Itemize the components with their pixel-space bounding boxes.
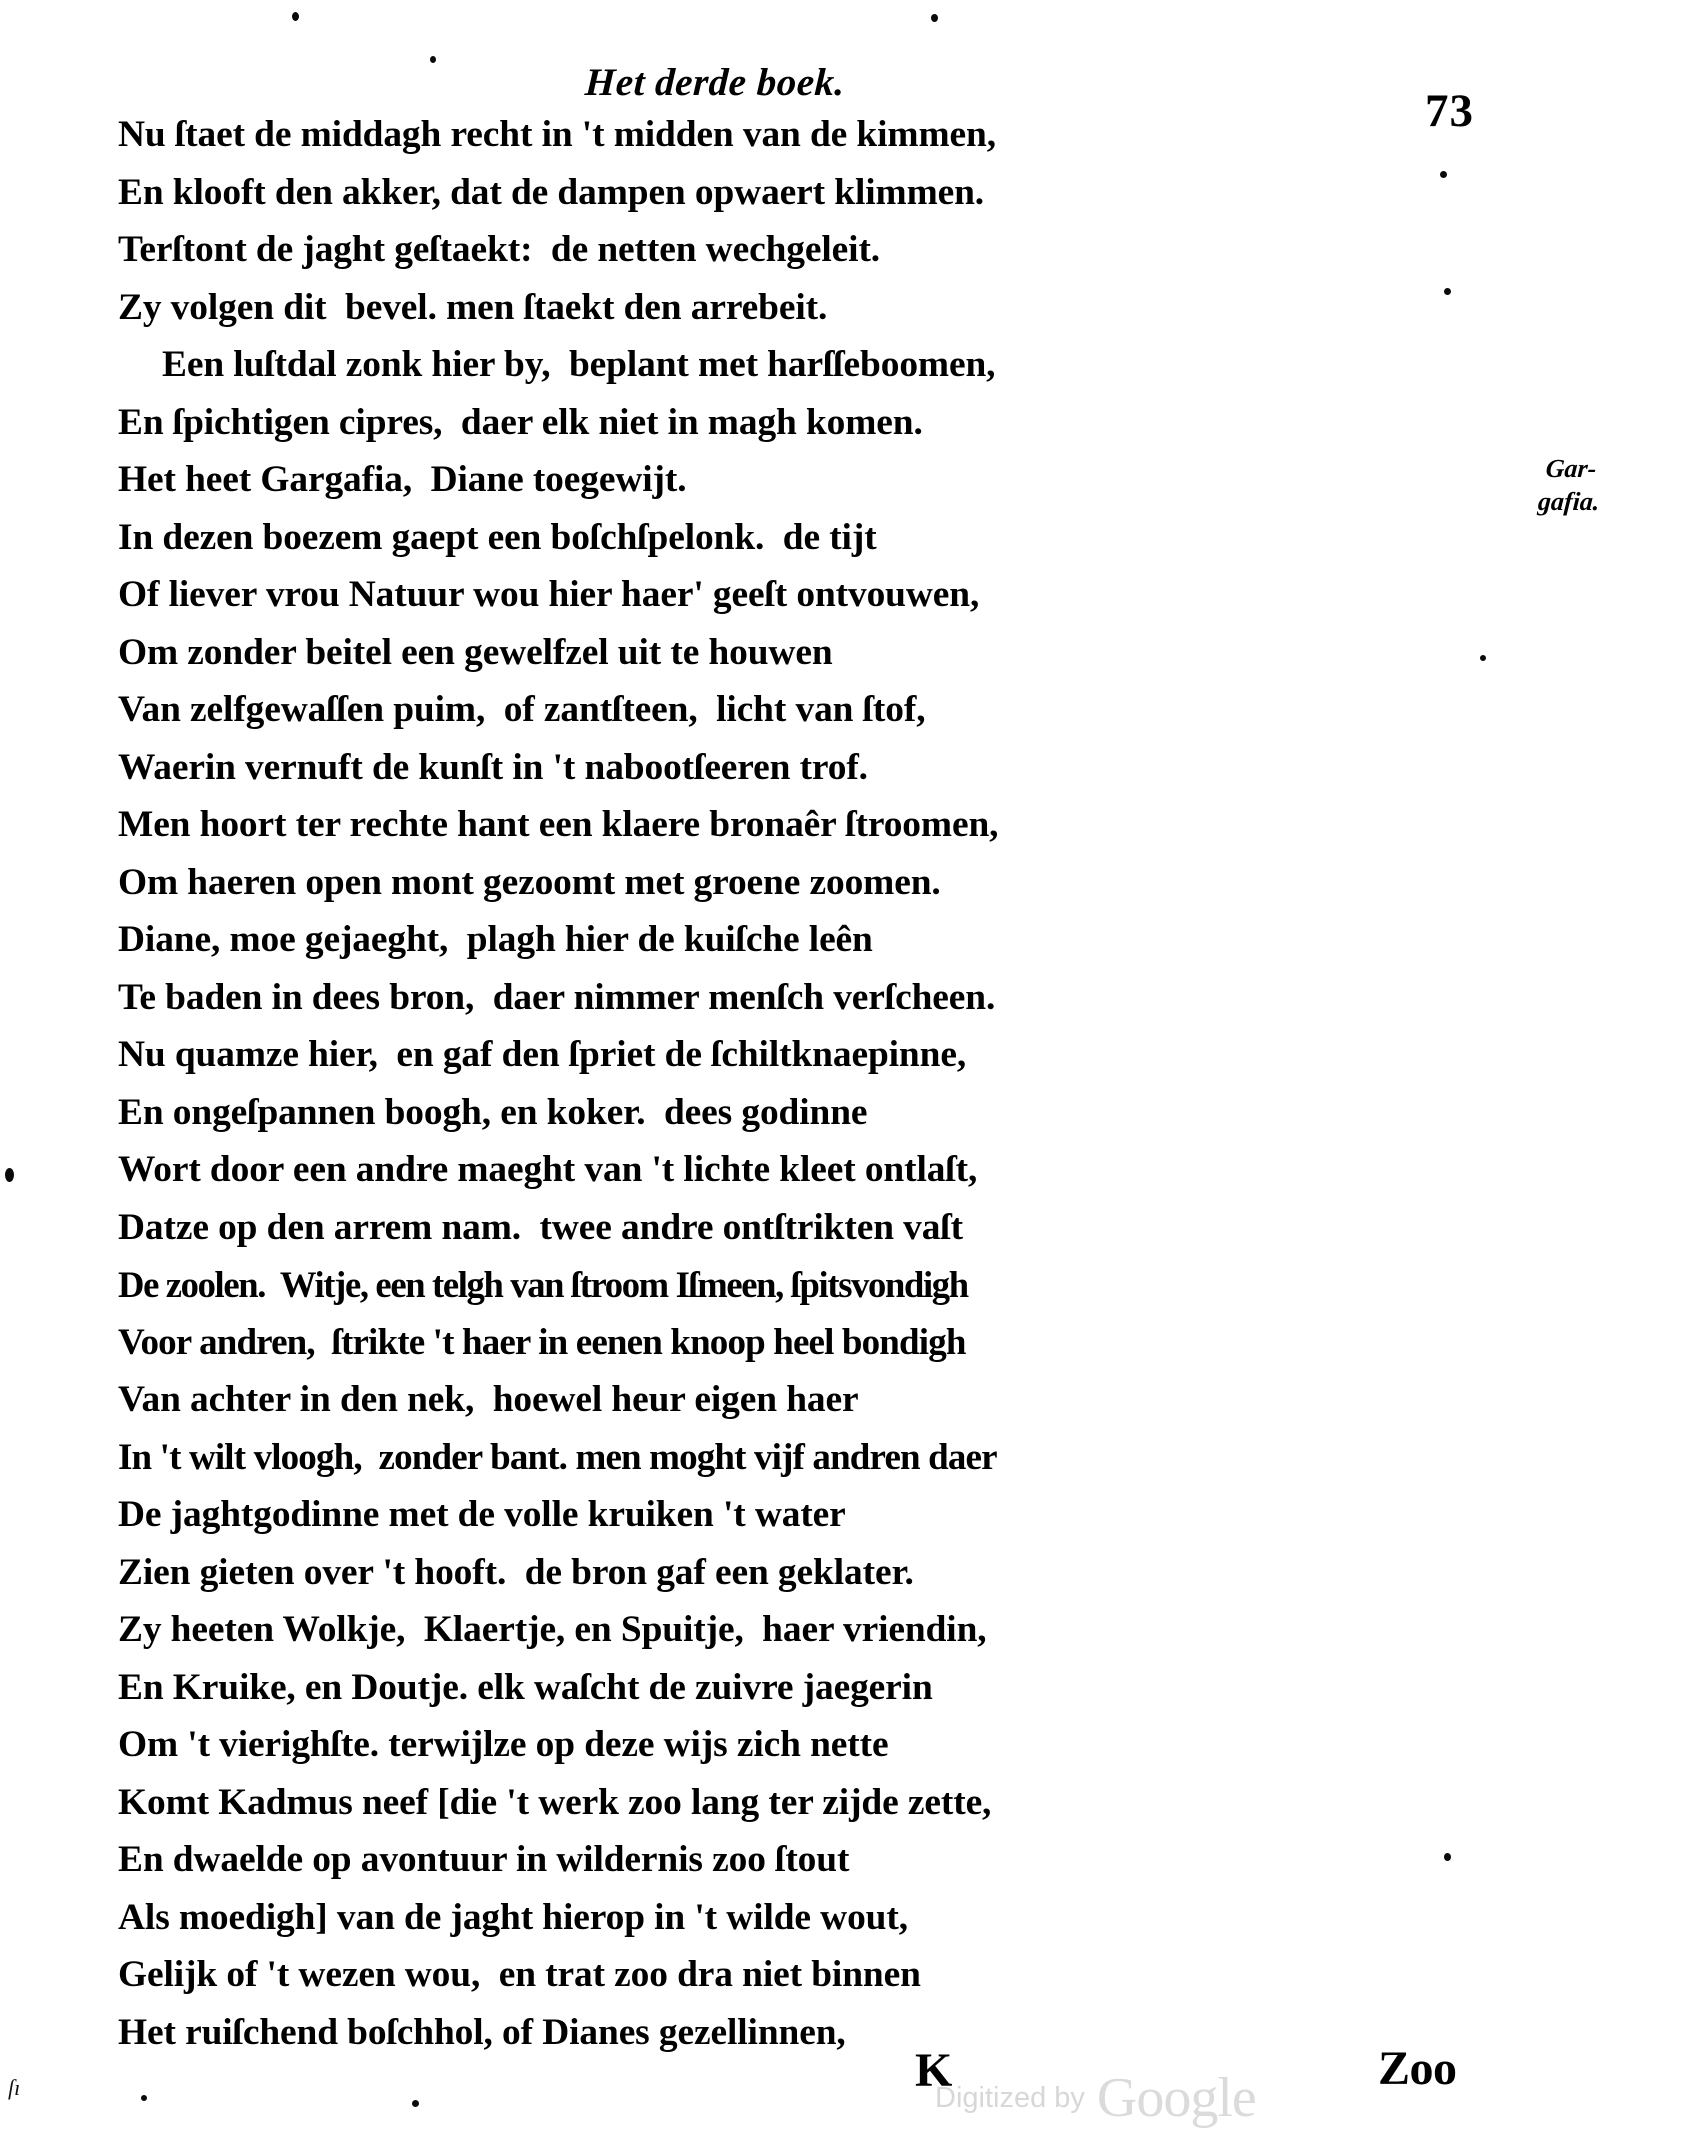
verse-line: Om haeren open mont gezoomt met groene zoomen. (118, 861, 941, 903)
verse-line: Van achter in den nek, hoewel heur eigen haer (118, 1379, 859, 1420)
verse-line: Van zelfgewaſſen puim, of zantſteen, licht van ſtof, (118, 689, 926, 730)
verse-line: En klooft den akker, dat de dampen opwaert klimmen. (118, 171, 985, 213)
verse-line: Men hoort ter rechte hant een klaere bronaêr ſtroomen, (118, 804, 999, 845)
verse-body (118, 106, 1538, 2061)
verse-line: Zy heeten Wolkje, Klaertje, en Spuitje, haer vriendin, (118, 1609, 987, 1650)
verse-line: Terſtont de jaght geſtaekt: de netten wechgeleit. (118, 229, 881, 270)
page-edge-mark: ſı (8, 2075, 21, 2100)
scan-speck (292, 12, 299, 21)
marginal-note (1463, 452, 1678, 518)
verse-line: Zy volgen dit bevel. men ſtaekt den arrebeit. (118, 286, 828, 328)
verse-line: Voor andren, ſtrikte 't haer in eenen knoop heel bondigh (118, 1321, 966, 1363)
verse-line: En ongeſpannen boogh, en koker. dees godinne (118, 1091, 868, 1133)
verse-line: Nu ſtaet de middagh recht in 't midden van de kimmen, (118, 114, 996, 155)
verse-line: De jaghtgodinne met de volle kruiken 't water (118, 1494, 846, 1535)
verse-line: Om 't vierighſte. terwijlze op deze wijs zich nette (118, 1724, 889, 1765)
marginal-note-line-1: Gar- (1544, 454, 1598, 483)
verse-line: Het ruiſchend boſchhol, of Dianes gezellinnen, (118, 2011, 846, 2053)
scan-speck (412, 2100, 419, 2107)
scan-speck (5, 1168, 14, 1182)
verse-line: Wort door een andre maeght van 't lichte kleet ontlaſt, (118, 1149, 978, 1190)
scan-speck (141, 2095, 147, 2101)
verse-line: Of liever vrou Natuur wou hier haer' geeſt ontvouwen, (118, 574, 980, 615)
verse-line: En Kruike, en Doutje. elk waſcht de zuivre jaegerin (118, 1666, 933, 1708)
google-digitization-watermark (935, 2058, 1256, 2138)
verse-line: In 't wilt vloogh, zonder bant. men moght vijf andren daer (118, 1436, 997, 1478)
verse-line: En dwaelde op avontuur in wildernis zoo ſtout (118, 1839, 850, 1880)
verse-line: Te baden in dees bron, daer nimmer menſch verſcheen. (118, 976, 996, 1018)
marginal-note-line-2: gafia. (1537, 487, 1601, 516)
verse-line: Datze op den arrem nam. twee andre ontſtrikten vaſt (118, 1206, 963, 1248)
verse-line: Als moedigh] van de jaght hierop in 't wilde wout, (118, 1896, 908, 1938)
verse-line: De zoolen. Witje, een telgh van ſtroom Iſmeen, ſpitsvondigh (118, 1264, 968, 1305)
signature-mark: K (915, 2044, 953, 2097)
verse-line: Een luſtdal zonk hier by, beplant met harſſeboomen, (162, 344, 996, 385)
verse-line: In dezen boezem gaept een boſchſpelonk. de tijt (118, 516, 877, 558)
verse-line: Om zonder beitel een gewelfzel uit te houwen (118, 631, 833, 673)
verse-line: Zien gieten over 't hooft. de bron gaf een geklater. (118, 1551, 914, 1593)
verse-line: Komt Kadmus neef [die 't werk zoo lang ter zijde zette, (118, 1781, 992, 1823)
running-head: Het derde boek. (583, 61, 847, 104)
verse-line: Diane, moe gejaeght, plagh hier de kuiſche leên (118, 919, 873, 960)
watermark-brand: Google (1096, 2067, 1256, 2129)
scan-speck (931, 14, 938, 22)
verse-line: Het heet Gargafia, Diane toegewijt. (118, 459, 687, 500)
verse-line: Waerin vernuft de kunſt in 't nabootſeeren trof. (118, 746, 868, 788)
verse-line: En ſpichtigen cipres, daer elk niet in magh komen. (118, 401, 923, 443)
verse-line: Nu quamze hier, en gaf den ſpriet de ſchiltknaepinne, (118, 1034, 967, 1075)
catchword: Zoo (1378, 2042, 1457, 2095)
watermark-prefix: Digitized by (935, 2081, 1085, 2114)
verse-line: Gelijk of 't wezen wou, en trat zoo dra niet binnen (118, 1954, 921, 1995)
page-number: 73 (1425, 85, 1474, 137)
